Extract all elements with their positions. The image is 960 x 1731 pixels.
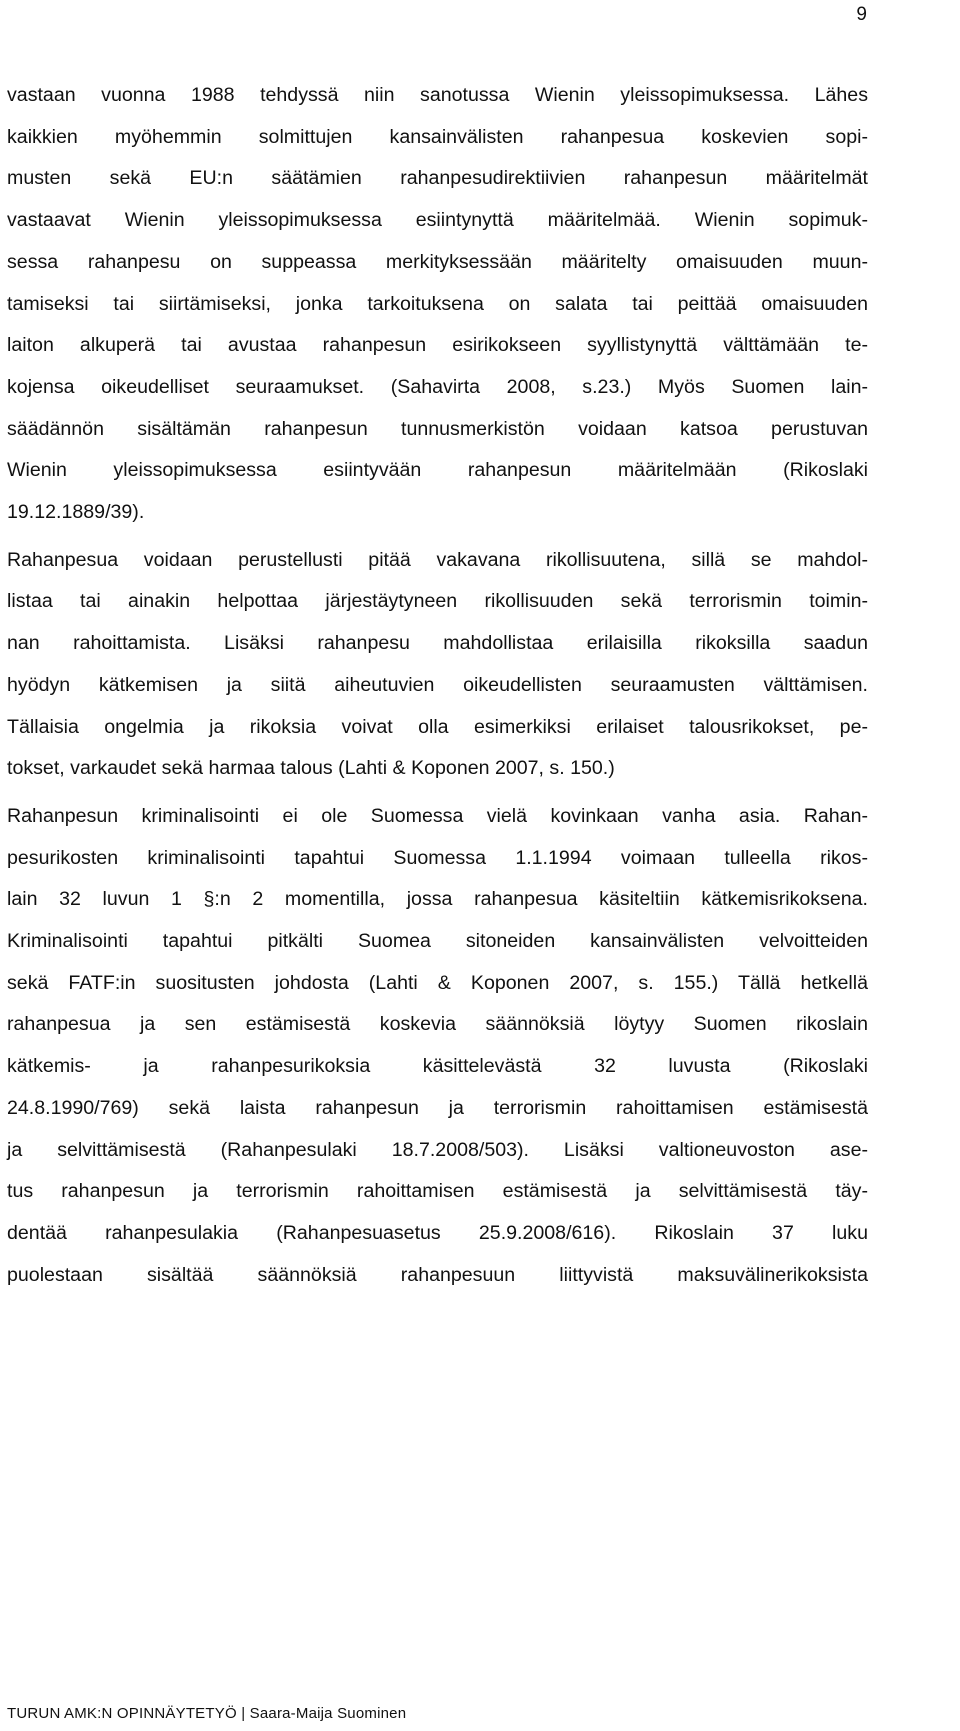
document-body <box>7 75 868 1296</box>
text-line: tamiseksi tai siirtämiseksi, jonka tarkoituksena on salata tai peittää omaisuuden <box>7 292 868 315</box>
text-line: laiton alkuperä tai avustaa rahanpesun esirikokseen syyllistynyttä välttämään te- <box>7 334 868 357</box>
text-line: rahanpesua ja sen estämisestä koskevia säännöksiä löytyy Suomen rikoslain <box>7 1013 868 1036</box>
text-line: puolestaan sisältää säännöksiä rahanpesuun liittyvistä maksuvälinerikoksista <box>7 1263 868 1286</box>
text-line: 19.12.1889/39). <box>7 501 145 524</box>
text-line: Kriminalisointi tapahtui pitkälti Suomea sitoneiden kansainvälisten velvoitteiden <box>7 930 868 953</box>
text-line: dentää rahanpesulakia (Rahanpesuasetus 25.9.2008/616). Rikoslain 37 luku <box>7 1221 868 1244</box>
text-line: tokset, varkaudet sekä harmaa talous (Lahti & Koponen 2007, s. 150.) <box>7 757 615 780</box>
page-number: 9 <box>856 4 867 25</box>
text-line: kaikkien myöhemmin solmittujen kansainvälisten rahanpesua koskevien sopi- <box>7 125 868 148</box>
text-line: sekä FATF:in suositusten johdosta (Lahti & Koponen 2007, s. 155.) Tällä hetkellä <box>7 971 868 994</box>
text-line: kätkemis- ja rahanpesurikoksia käsittelevästä 32 luvusta (Rikoslaki <box>7 1055 868 1078</box>
text-line: kojensa oikeudelliset seuraamukset. (Sahavirta 2008, s.23.) Myös Suomen lain- <box>7 375 868 398</box>
text-line: Wienin yleissopimuksessa esiintyvään rahanpesun määritelmään (Rikoslaki <box>7 459 868 482</box>
text-line: ja selvittämisestä (Rahanpesulaki 18.7.2008/503). Lisäksi valtioneuvoston ase- <box>7 1138 868 1161</box>
text-line: pesurikosten kriminalisointi tapahtui Suomessa 1.1.1994 voimaan tulleella rikos- <box>7 846 868 869</box>
text-line: musten sekä EU:n säätämien rahanpesudirektiivien rahanpesun määritelmät <box>7 167 868 190</box>
text-line: sessa rahanpesu on suppeassa merkityksessään määritelty omaisuuden muun- <box>7 250 868 273</box>
paragraph-2 <box>7 540 868 790</box>
text-line: 24.8.1990/769) sekä laista rahanpesun ja terrorismin rahoittamisen estämisestä <box>7 1096 868 1119</box>
text-line: Rahanpesua voidaan perustellusti pitää vakavana rikollisuutena, sillä se mahdol- <box>7 548 868 571</box>
text-line: Tällaisia ongelmia ja rikoksia voivat olla esimerkiksi erilaiset talousrikokset, pe- <box>7 715 868 738</box>
text-line: lain 32 luvun 1 §:n 2 momentilla, jossa rahanpesua käsiteltiin kätkemisrikoksena. <box>7 888 868 911</box>
page-footer: TURUN AMK:N OPINNÄYTETYÖ | Saara-Maija Suominen <box>7 1705 407 1722</box>
text-line: vastaan vuonna 1988 tehdyssä niin sanotussa Wienin yleissopimuksessa. Lähes <box>7 84 868 106</box>
text-line: säädännön sisältämän rahanpesun tunnusmerkistön voidaan katsoa perustuvan <box>7 417 868 440</box>
text-line: hyödyn kätkemisen ja siitä aiheutuvien oikeudellisten seuraamusten välttämisen. <box>7 673 868 696</box>
text-line: nan rahoittamista. Lisäksi rahanpesu mahdollistaa erilaisilla rikoksilla saadun <box>7 632 868 655</box>
text-line: vastaavat Wienin yleissopimuksessa esiintynyttä määritelmää. Wienin sopimuk- <box>7 209 868 232</box>
paragraph-3 <box>7 796 868 1296</box>
text-line: tus rahanpesun ja terrorismin rahoittamisen estämisestä ja selvittämisestä täy- <box>7 1180 868 1203</box>
text-line: listaa tai ainakin helpottaa järjestäytyneen rikollisuuden sekä terrorismin toimin- <box>7 590 868 613</box>
text-line: Rahanpesun kriminalisointi ei ole Suomessa vielä kovinkaan vanha asia. Rahan- <box>7 804 868 827</box>
paragraph-1 <box>7 75 868 534</box>
